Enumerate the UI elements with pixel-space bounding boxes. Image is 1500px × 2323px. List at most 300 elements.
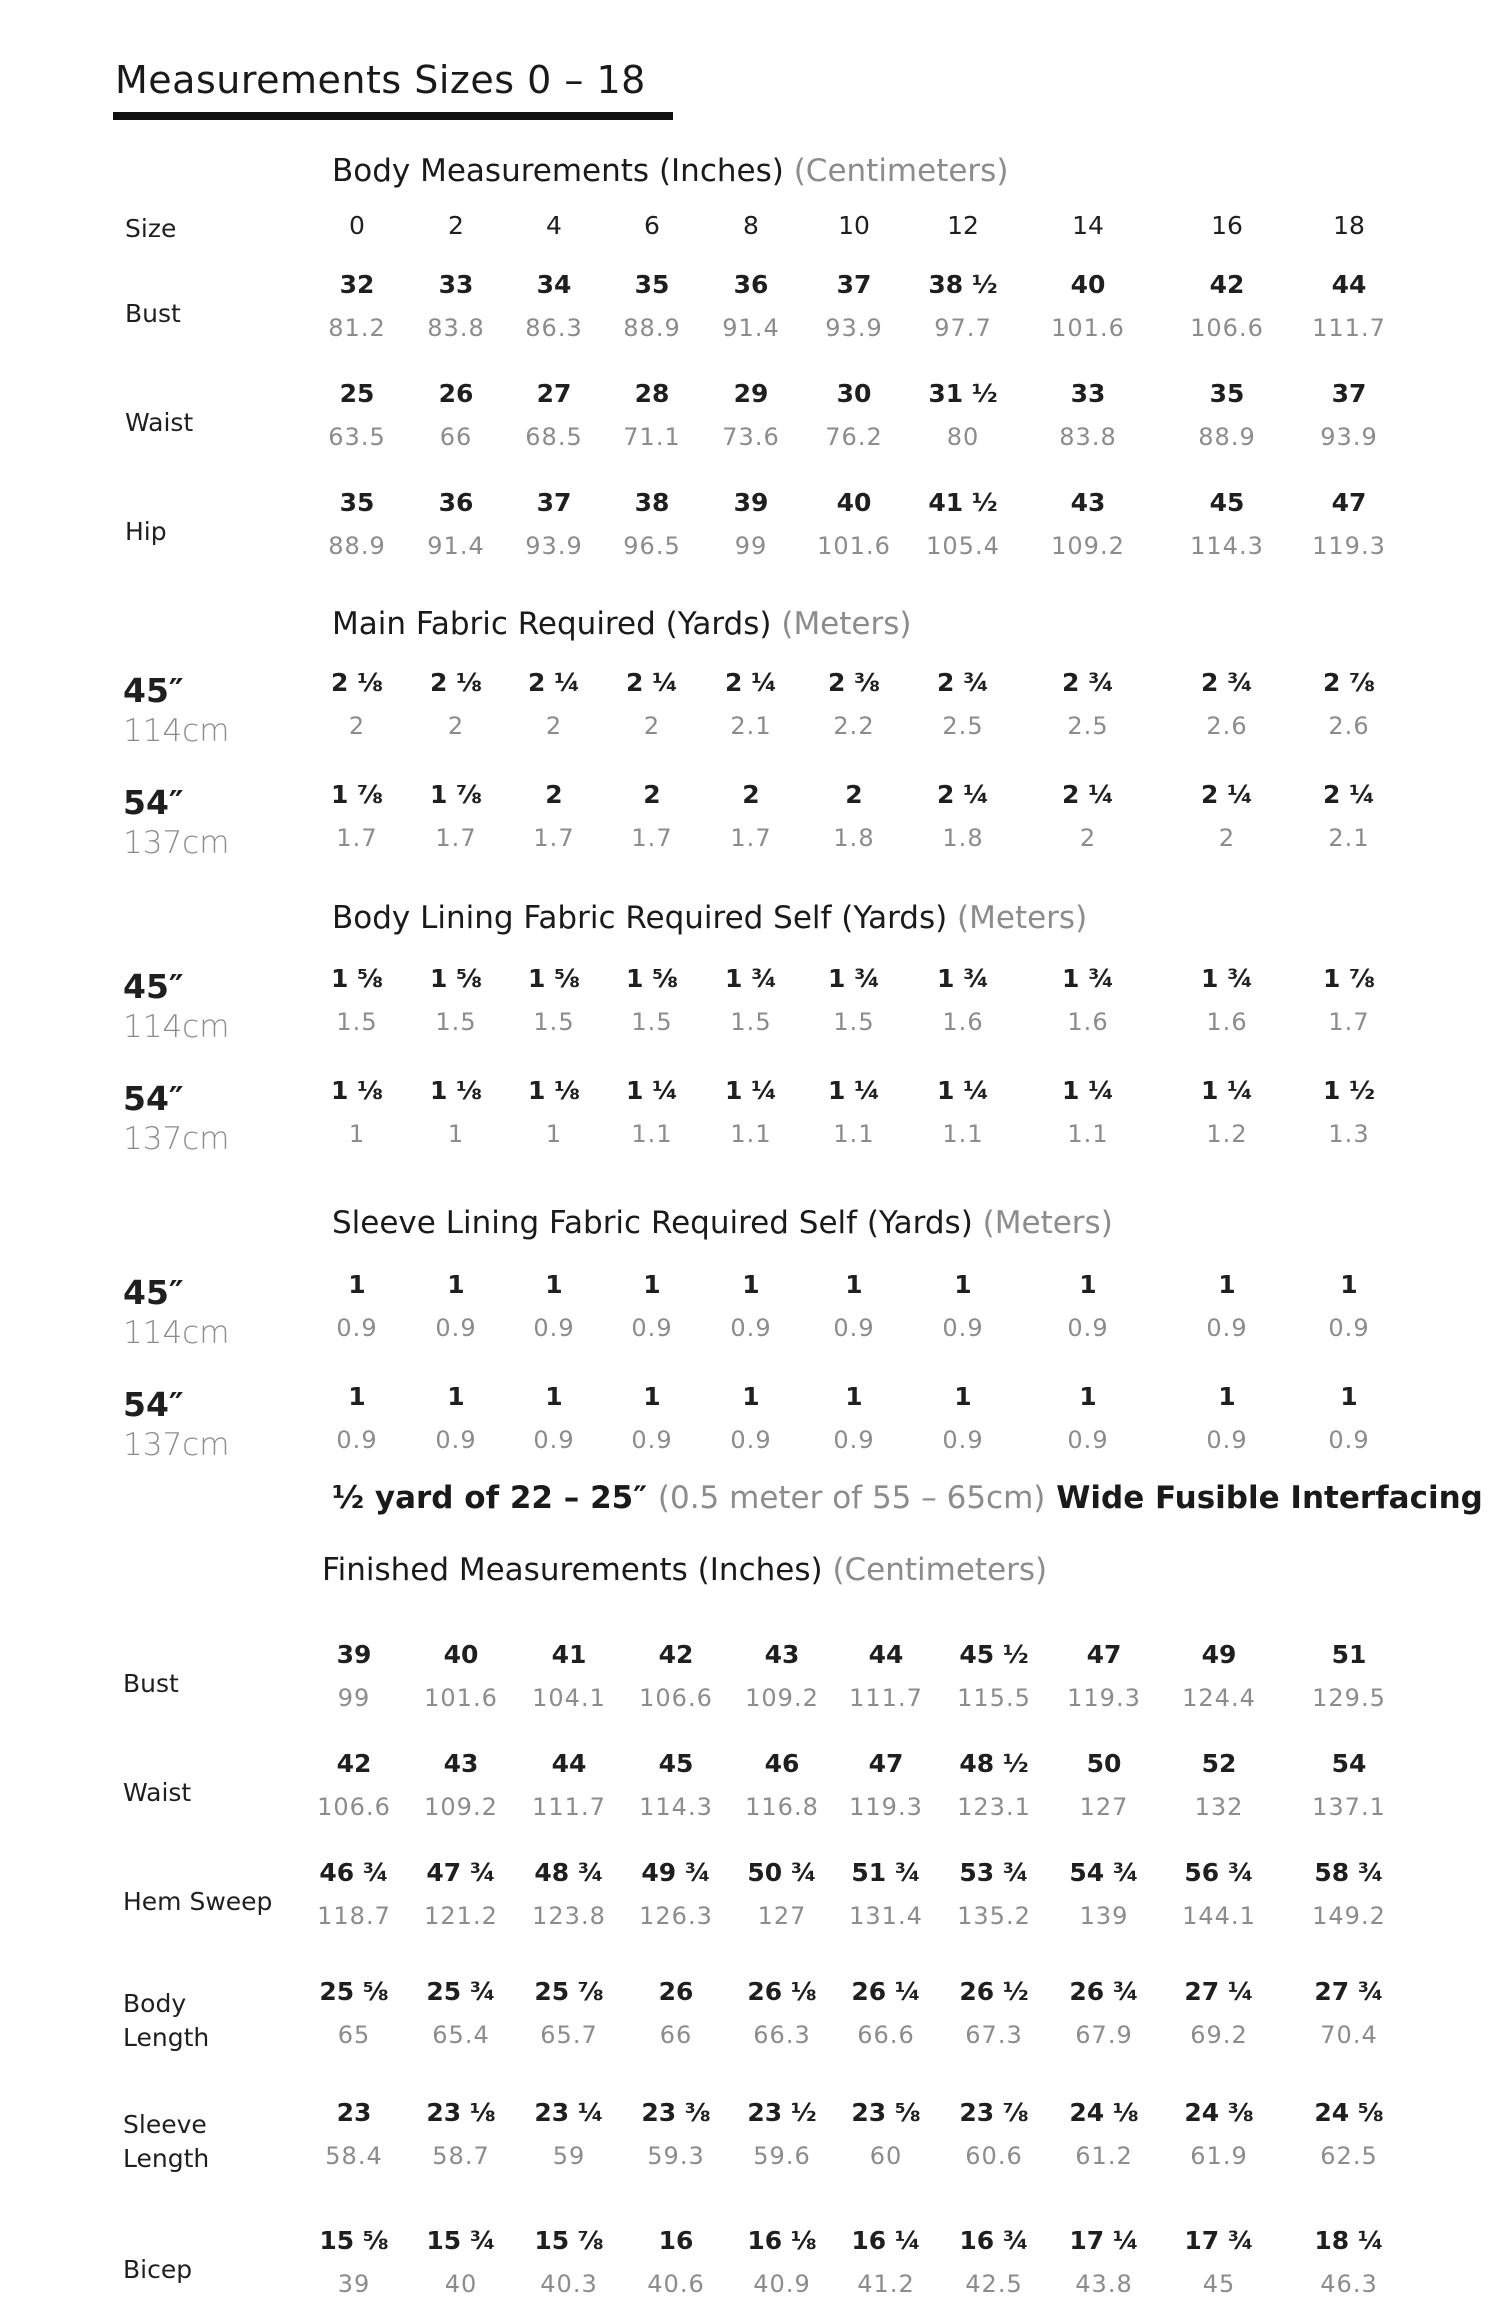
body-row-label: Waist [125,408,194,437]
main-fabric-value-yards: 2 [742,780,760,809]
body-lining-value-yards: 1 ¾ [725,964,777,993]
interfacing-note-type: Wide Fusible Interfacing [1056,1480,1483,1516]
body-value-inches: 35 [339,488,375,517]
finished-value-cm: 40.3 [540,2270,598,2298]
sleeve-lining-value-yards: 1 [1218,1270,1236,1299]
body-value-inches: 35 [1209,379,1245,408]
body-value-cm: 88.9 [623,314,681,342]
main-fabric-value-yards: 2 ¾ [1201,668,1253,697]
finished-value-cm: 65 [337,2021,371,2049]
body-value-inches: 30 [836,379,872,408]
body-lining-value-meters: 1 [348,1120,366,1148]
finished-value-cm: 131.4 [849,1902,923,1930]
sleeve-lining-value-yards: 1 [545,1382,563,1411]
sleeve-lining-width-label [123,1384,229,1464]
finished-value-inches: 23 [336,2098,372,2127]
size-header-cell: 2 [448,211,464,240]
body-lining-value-yards: 1 ⅝ [331,964,383,993]
body-lining-value-meters: 1.5 [730,1008,772,1036]
main-fabric-value-meters: 2 [348,712,366,740]
main-fabric-value-meters: 2.2 [833,712,875,740]
finished-value-inches: 58 ¾ [1314,1858,1384,1887]
sleeve-lining-value-meters: 0.9 [1328,1426,1370,1454]
finished-value-inches: 23 ⅞ [959,2098,1029,2127]
page-title: Measurements Sizes 0 – 18 [115,58,646,102]
size-header-cell: 4 [546,211,562,240]
finished-value-cm: 127 [1079,1793,1129,1821]
body-value-inches: 31 ½ [928,379,998,408]
finished-value-inches: 27 ¾ [1314,1977,1384,2006]
sleeve-lining-value-yards: 1 [845,1270,863,1299]
body-value-inches: 45 [1209,488,1245,517]
main-fabric-value-yards: 1 ⅞ [430,780,482,809]
main-fabric-width-label [123,782,229,862]
main-fabric-value-yards: 2 ¾ [1062,668,1114,697]
main-fabric-value-yards: 2 ⅜ [828,668,880,697]
body-value-cm: 83.8 [427,314,485,342]
body-lining-value-yards: 1 ⅛ [430,1076,482,1105]
finished-value-inches: 25 ⅝ [319,1977,389,2006]
title-underline [113,112,673,120]
finished-value-inches: 40 [443,1640,479,1669]
body-value-cm: 91.4 [722,314,780,342]
finished-value-inches: 25 ¾ [426,1977,496,2006]
main-fabric-value-meters: 1.7 [435,824,477,852]
finished-value-inches: 26 ½ [959,1977,1029,2006]
finished-row-label: Bust [123,1669,179,1698]
main-fabric-value-yards: 1 ⅞ [331,780,383,809]
finished-value-cm: 129.5 [1312,1684,1386,1712]
main-fabric-value-yards: 2 ⅞ [1323,668,1375,697]
finished-value-inches: 24 ⅜ [1184,2098,1254,2127]
main-fabric-value-yards: 2 ¼ [1323,780,1375,809]
finished-value-cm: 111.7 [532,1793,606,1821]
body-value-inches: 47 [1331,488,1367,517]
main-fabric-value-meters: 1.7 [336,824,378,852]
finished-measurements-heading [322,1552,1047,1588]
sleeve-lining-value-yards: 1 [1340,1270,1358,1299]
body-lining-value-yards: 1 ⅞ [1323,964,1375,993]
finished-value-cm: 111.7 [849,1684,923,1712]
finished-value-inches: 46 ¾ [319,1858,389,1887]
finished-value-inches: 52 [1201,1749,1237,1778]
sleeve-lining-value-yards: 1 [742,1270,760,1299]
sleeve-lining-value-meters: 0.9 [730,1426,772,1454]
sleeve-lining-value-yards: 1 [348,1270,366,1299]
body-value-cm: 68.5 [525,423,583,451]
sleeve-lining-value-yards: 1 [545,1270,563,1299]
body-lining-value-meters: 1 [545,1120,563,1148]
finished-value-inches: 43 [443,1749,479,1778]
finished-value-cm: 149.2 [1312,1902,1386,1930]
sleeve-lining-value-yards: 1 [1079,1270,1097,1299]
body-lining-value-meters: 1.5 [631,1008,673,1036]
main-fabric-value-meters: 1.8 [942,824,984,852]
finished-value-inches: 27 ¼ [1184,1977,1254,2006]
finished-value-inches: 51 ¾ [851,1858,921,1887]
body-lining-value-meters: 1.6 [942,1008,984,1036]
finished-measurements-heading-metric: (Centimeters) [832,1552,1048,1588]
finished-value-inches: 15 ⅝ [319,2226,389,2255]
body-lining-value-yards: 1 ⅝ [626,964,678,993]
body-value-inches: 37 [1331,379,1367,408]
sleeve-lining-value-yards: 1 [954,1270,972,1299]
body-value-cm: 66 [439,423,473,451]
finished-value-inches: 15 ¾ [426,2226,496,2255]
sleeve-lining-value-meters: 0.9 [1206,1426,1248,1454]
finished-value-cm: 66 [659,2021,693,2049]
body-lining-value-yards: 1 ⅝ [528,964,580,993]
finished-value-inches: 44 [868,1640,904,1669]
body-lining-value-meters: 1 [447,1120,465,1148]
body-lining-value-meters: 1.1 [730,1120,772,1148]
sleeve-lining-value-yards: 1 [447,1270,465,1299]
sleeve-lining-value-yards: 1 [954,1382,972,1411]
body-value-cm: 80 [946,423,980,451]
finished-value-inches: 48 ½ [959,1749,1029,1778]
main-fabric-value-meters: 1.7 [631,824,673,852]
main-fabric-value-meters: 1.7 [533,824,575,852]
finished-row-label: Bicep [123,2255,193,2284]
finished-value-inches: 47 [1086,1640,1122,1669]
finished-value-inches: 54 [1331,1749,1367,1778]
finished-value-inches: 23 ⅝ [851,2098,921,2127]
body-value-inches: 32 [339,270,375,299]
body-lining-value-meters: 1.3 [1328,1120,1370,1148]
body-value-cm: 88.9 [328,532,386,560]
sleeve-lining-value-meters: 0.9 [631,1426,673,1454]
finished-value-inches: 26 [658,1977,694,2006]
sleeve-lining-heading [332,1205,1113,1241]
finished-value-inches: 39 [336,1640,372,1669]
main-fabric-value-meters: 2 [1218,824,1236,852]
body-lining-value-yards: 1 ¼ [937,1076,989,1105]
finished-value-inches: 46 [764,1749,800,1778]
finished-value-cm: 61.2 [1075,2142,1133,2170]
body-row-label: Bust [125,299,181,328]
finished-value-cm: 39 [337,2270,371,2298]
sleeve-lining-value-meters: 0.9 [942,1314,984,1342]
body-lining-value-yards: 1 ¾ [937,964,989,993]
body-value-inches: 26 [438,379,474,408]
body-value-cm: 106.6 [1190,314,1264,342]
main-fabric-value-yards: 2 ⅛ [430,668,482,697]
body-value-inches: 37 [536,488,572,517]
finished-value-inches: 49 ¾ [641,1858,711,1887]
finished-value-inches: 43 [764,1640,800,1669]
finished-value-cm: 139 [1079,1902,1129,1930]
finished-row-label: Sleeve Length [123,2110,210,2173]
body-lining-value-meters: 1.1 [1067,1120,1109,1148]
main-fabric-value-yards: 2 ¼ [1201,780,1253,809]
body-measurements-heading-metric: (Centimeters) [793,153,1009,189]
finished-value-inches: 17 ¾ [1184,2226,1254,2255]
sleeve-lining-value-meters: 0.9 [833,1314,875,1342]
main-fabric-heading [332,606,911,642]
finished-value-cm: 109.2 [424,1793,498,1821]
main-fabric-value-meters: 1.8 [833,824,875,852]
main-fabric-width-cm: 114cm [123,713,230,749]
size-row-label: Size [125,214,177,243]
finished-value-cm: 101.6 [424,1684,498,1712]
body-measurements-heading-text: Body Measurements (Inches) [332,153,784,189]
body-lining-value-yards: 1 ¾ [1201,964,1253,993]
body-lining-heading-text: Body Lining Fabric Required Self (Yards) [332,900,948,936]
finished-value-cm: 67.9 [1075,2021,1133,2049]
body-lining-value-yards: 1 ¼ [1201,1076,1253,1105]
body-lining-value-yards: 1 ¼ [828,1076,880,1105]
sleeve-lining-width-label [123,1272,229,1352]
finished-value-cm: 127 [757,1902,807,1930]
main-fabric-value-yards: 2 ¼ [626,668,678,697]
sleeve-lining-value-meters: 0.9 [533,1426,575,1454]
finished-value-cm: 70.4 [1320,2021,1378,2049]
main-fabric-value-yards: 2 ⅛ [331,668,383,697]
main-fabric-value-meters: 1.7 [730,824,772,852]
finished-value-inches: 51 [1331,1640,1367,1669]
main-fabric-value-meters: 2 [545,712,563,740]
finished-row-label: Hem Sweep [123,1887,273,1916]
finished-value-inches: 49 [1201,1640,1237,1669]
sleeve-lining-value-meters: 0.9 [942,1426,984,1454]
finished-value-cm: 61.9 [1190,2142,1248,2170]
sleeve-lining-value-meters: 0.9 [1328,1314,1370,1342]
finished-value-cm: 66.6 [857,2021,915,2049]
body-value-cm: 111.7 [1312,314,1386,342]
main-fabric-heading-text: Main Fabric Required (Yards) [332,606,772,642]
sleeve-lining-value-yards: 1 [447,1382,465,1411]
body-value-cm: 76.2 [825,423,883,451]
finished-value-cm: 109.2 [745,1684,819,1712]
body-value-cm: 99 [734,532,768,560]
finished-value-cm: 126.3 [639,1902,713,1930]
sleeve-lining-width-cm: 137cm [123,1427,230,1463]
main-fabric-value-yards: 2 [545,780,563,809]
finished-value-inches: 15 ⅞ [534,2226,604,2255]
interfacing-note-yards: ½ yard of 22 – 25″ [332,1480,648,1516]
main-fabric-value-yards: 2 ¾ [937,668,989,697]
finished-value-cm: 106.6 [317,1793,391,1821]
body-value-cm: 81.2 [328,314,386,342]
finished-value-inches: 56 ¾ [1184,1858,1254,1887]
body-lining-value-yards: 1 ¾ [1062,964,1114,993]
finished-value-inches: 25 ⅞ [534,1977,604,2006]
body-lining-value-yards: 1 ⅛ [528,1076,580,1105]
finished-value-inches: 50 [1086,1749,1122,1778]
finished-value-cm: 119.3 [1067,1684,1141,1712]
sleeve-lining-value-meters: 0.9 [435,1426,477,1454]
sleeve-lining-value-yards: 1 [1340,1382,1358,1411]
body-value-cm: 96.5 [623,532,681,560]
body-lining-value-meters: 1.6 [1206,1008,1248,1036]
size-header-cell: 14 [1072,211,1104,240]
main-fabric-value-meters: 2.5 [1067,712,1109,740]
finished-value-cm: 65.7 [540,2021,598,2049]
body-lining-value-meters: 1.1 [631,1120,673,1148]
finished-value-inches: 23 ⅜ [641,2098,711,2127]
body-value-inches: 29 [733,379,769,408]
finished-value-inches: 16 ⅛ [747,2226,817,2255]
body-value-cm: 86.3 [525,314,583,342]
finished-value-cm: 121.2 [424,1902,498,1930]
body-value-cm: 91.4 [427,532,485,560]
body-value-inches: 39 [733,488,769,517]
size-header-cell: 10 [838,211,870,240]
finished-value-cm: 135.2 [957,1902,1031,1930]
finished-value-cm: 115.5 [957,1684,1031,1712]
finished-value-cm: 43.8 [1075,2270,1133,2298]
sleeve-lining-heading-metric: (Meters) [982,1205,1113,1241]
sleeve-lining-width-cm: 114cm [123,1315,230,1351]
finished-value-inches: 16 [658,2226,694,2255]
finished-value-cm: 99 [337,1684,371,1712]
main-fabric-value-yards: 2 [845,780,863,809]
finished-value-cm: 69.2 [1190,2021,1248,2049]
finished-value-cm: 116.8 [745,1793,819,1821]
finished-value-inches: 23 ¼ [534,2098,604,2127]
body-lining-value-meters: 1.7 [1328,1008,1370,1036]
finished-measurements-heading-text: Finished Measurements (Inches) [322,1552,823,1588]
main-fabric-value-yards: 2 ¼ [937,780,989,809]
finished-value-cm: 59.6 [753,2142,811,2170]
body-value-inches: 33 [438,270,474,299]
main-fabric-width-inches: 45″ [123,671,184,710]
size-header-cell: 0 [349,211,365,240]
finished-value-cm: 40.6 [647,2270,705,2298]
finished-value-inches: 44 [551,1749,587,1778]
finished-value-cm: 46.3 [1320,2270,1378,2298]
finished-value-inches: 16 ¾ [959,2226,1029,2255]
finished-value-cm: 104.1 [532,1684,606,1712]
finished-value-cm: 123.1 [957,1793,1031,1821]
body-value-cm: 73.6 [722,423,780,451]
body-lining-value-meters: 1.5 [833,1008,875,1036]
body-row-label: Hip [125,517,167,546]
body-lining-value-meters: 1.1 [833,1120,875,1148]
main-fabric-value-yards: 2 ¼ [725,668,777,697]
body-value-inches: 36 [733,270,769,299]
body-value-inches: 35 [634,270,670,299]
body-value-inches: 41 ½ [928,488,998,517]
finished-value-inches: 24 ⅛ [1069,2098,1139,2127]
finished-value-cm: 58.4 [325,2142,383,2170]
sleeve-lining-value-meters: 0.9 [833,1426,875,1454]
body-lining-width-cm: 114cm [123,1009,230,1045]
sleeve-lining-value-yards: 1 [348,1382,366,1411]
sleeve-lining-value-meters: 0.9 [336,1314,378,1342]
body-lining-value-yards: 1 ¼ [1062,1076,1114,1105]
finished-row-label: Waist [123,1778,192,1807]
finished-value-cm: 114.3 [639,1793,713,1821]
sleeve-lining-value-meters: 0.9 [336,1426,378,1454]
body-value-inches: 25 [339,379,375,408]
finished-value-cm: 67.3 [965,2021,1023,2049]
finished-value-inches: 17 ¼ [1069,2226,1139,2255]
body-lining-value-yards: 1 ½ [1323,1076,1375,1105]
finished-value-cm: 42.5 [965,2270,1023,2298]
finished-value-inches: 53 ¾ [959,1858,1029,1887]
finished-value-inches: 42 [658,1640,694,1669]
body-value-cm: 105.4 [926,532,1000,560]
sleeve-lining-heading-text: Sleeve Lining Fabric Required Self (Yards) [332,1205,973,1241]
body-value-cm: 101.6 [817,532,891,560]
main-fabric-value-meters: 2.1 [1328,824,1370,852]
finished-value-cm: 123.8 [532,1902,606,1930]
body-value-inches: 28 [634,379,670,408]
main-fabric-value-meters: 2.6 [1328,712,1370,740]
sleeve-lining-value-meters: 0.9 [631,1314,673,1342]
body-value-cm: 63.5 [328,423,386,451]
finished-value-cm: 60 [869,2142,903,2170]
body-lining-value-meters: 1.1 [942,1120,984,1148]
main-fabric-value-meters: 2 [447,712,465,740]
body-value-inches: 38 ½ [928,270,998,299]
size-header-cell: 18 [1333,211,1365,240]
body-value-cm: 93.9 [1320,423,1378,451]
main-fabric-value-yards: 2 ¼ [528,668,580,697]
finished-value-inches: 41 [551,1640,587,1669]
finished-value-cm: 106.6 [639,1684,713,1712]
finished-value-inches: 47 ¾ [426,1858,496,1887]
body-lining-value-yards: 1 ⅝ [430,964,482,993]
body-value-cm: 119.3 [1312,532,1386,560]
finished-value-inches: 47 [868,1749,904,1778]
sleeve-lining-value-meters: 0.9 [1206,1314,1248,1342]
finished-value-cm: 66.3 [753,2021,811,2049]
body-lining-width-inches: 45″ [123,967,184,1006]
body-lining-heading-metric: (Meters) [957,900,1088,936]
size-header-cell: 12 [947,211,979,240]
body-value-cm: 88.9 [1198,423,1256,451]
main-fabric-value-meters: 2 [643,712,661,740]
finished-value-inches: 45 [658,1749,694,1778]
finished-value-cm: 65.4 [432,2021,490,2049]
sleeve-lining-value-meters: 0.9 [533,1314,575,1342]
finished-value-cm: 40.9 [753,2270,811,2298]
main-fabric-width-label [123,670,229,750]
main-fabric-width-inches: 54″ [123,783,184,822]
body-lining-value-meters: 1.2 [1206,1120,1248,1148]
main-fabric-heading-metric: (Meters) [781,606,912,642]
finished-value-inches: 16 ¼ [851,2226,921,2255]
finished-value-inches: 42 [336,1749,372,1778]
finished-value-cm: 118.7 [317,1902,391,1930]
body-value-cm: 93.9 [525,532,583,560]
body-value-inches: 37 [836,270,872,299]
finished-value-inches: 26 ⅛ [747,1977,817,2006]
finished-value-cm: 124.4 [1182,1684,1256,1712]
sleeve-lining-value-meters: 0.9 [435,1314,477,1342]
main-fabric-width-cm: 137cm [123,825,230,861]
sleeve-lining-value-yards: 1 [643,1382,661,1411]
sleeve-lining-value-yards: 1 [845,1382,863,1411]
finished-value-cm: 60.6 [965,2142,1023,2170]
main-fabric-value-yards: 2 ¼ [1062,780,1114,809]
body-value-inches: 43 [1070,488,1106,517]
sleeve-lining-value-yards: 1 [742,1382,760,1411]
body-measurements-heading [332,153,1008,189]
body-value-inches: 42 [1209,270,1245,299]
interfacing-note-metric: (0.5 meter of 55 – 65cm) [657,1480,1046,1516]
body-value-cm: 97.7 [934,314,992,342]
finished-value-cm: 45 [1202,2270,1236,2298]
body-value-cm: 71.1 [623,423,681,451]
main-fabric-value-yards: 2 [643,780,661,809]
body-lining-value-meters: 1.5 [336,1008,378,1036]
body-value-cm: 101.6 [1051,314,1125,342]
main-fabric-value-meters: 2.6 [1206,712,1248,740]
finished-value-cm: 59.3 [647,2142,705,2170]
